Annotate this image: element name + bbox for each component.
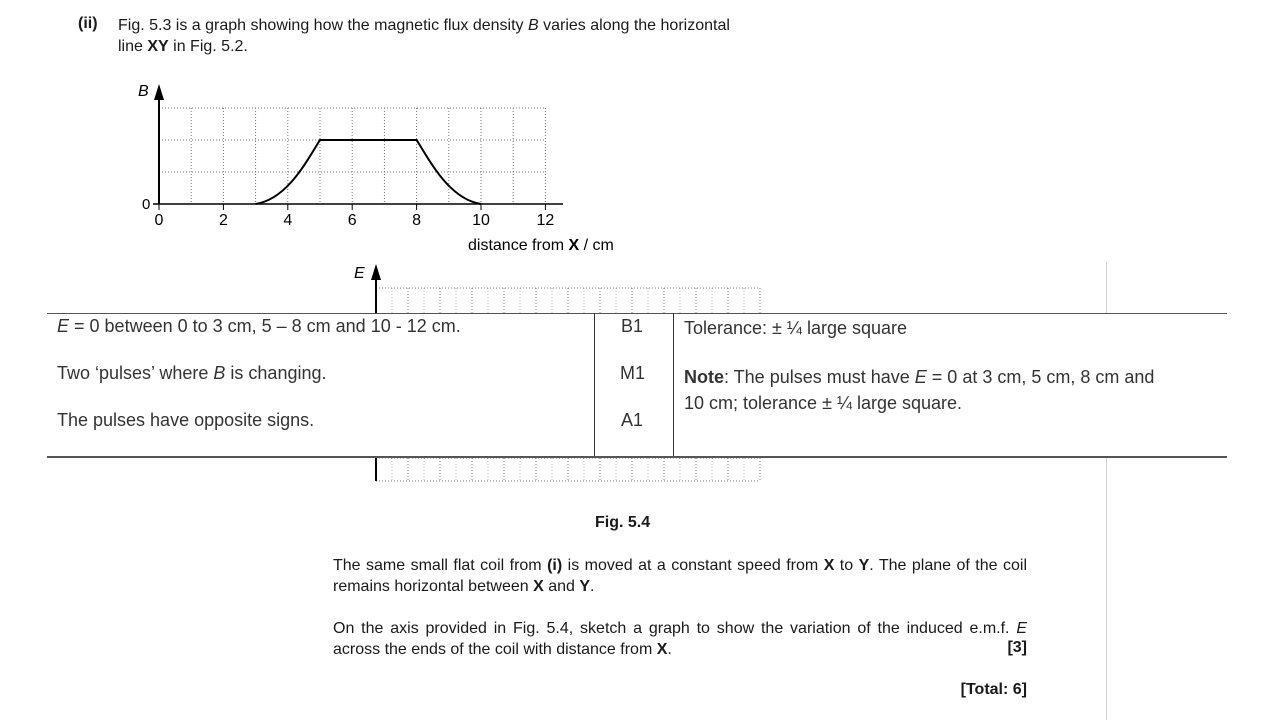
x-tick-label: 2 xyxy=(218,212,228,229)
total-marks: [Total: 6] xyxy=(960,681,1027,698)
fig-5-3-grid xyxy=(159,108,545,204)
figure-caption: Fig. 5.4 xyxy=(595,514,651,531)
paragraph-2: On the axis provided in Fig. 5.4, sketch a graph to show the variation of the induced e.m.f. E across the ends of the coil with distance from X. xyxy=(333,620,1027,658)
x-tick-label: 8 xyxy=(412,212,422,229)
q-line2-bold: XY xyxy=(147,38,169,55)
x-axis-label: distance from X / cm xyxy=(468,237,614,254)
answer-row-3: The pulses have opposite signs. xyxy=(57,410,315,430)
markscheme-divider-1 xyxy=(594,313,595,456)
q-line2b: in Fig. 5.2. xyxy=(168,38,248,55)
mark-a1: A1 xyxy=(621,410,644,430)
q-line1a: Fig. 5.3 is a graph showing how the magnetic flux density xyxy=(118,17,528,34)
fig-5-3-axes xyxy=(153,84,563,204)
y-axis-arrow xyxy=(154,84,164,100)
b-axis-label: B xyxy=(138,83,149,100)
x-tick-label: 4 xyxy=(283,212,293,229)
question-label: (ii) xyxy=(78,15,98,32)
q-var-b: B xyxy=(528,17,539,34)
mark-b1: B1 xyxy=(621,316,644,336)
x-tick-label: 12 xyxy=(536,212,555,229)
q-line2a: line xyxy=(118,38,148,55)
answer-row-2: Two ‘pulses’ where B is changing. xyxy=(57,363,327,383)
guidance-tolerance: Tolerance: ± ¼ large square xyxy=(684,318,908,338)
x-tick-label: 10 xyxy=(472,212,490,229)
markscheme-divider-2 xyxy=(673,313,674,456)
y-tick-label: 0 xyxy=(142,196,151,213)
fig-5-3-graph xyxy=(0,0,700,262)
fig-5-4-graph-bottom xyxy=(340,456,780,486)
e-axis-arrow xyxy=(371,264,381,280)
paragraph-1: The same small flat coil from (i) is moved at a constant speed from X to Y. The plane of the coil remains horizontal between X and Y. xyxy=(333,557,1027,595)
e-axis-label: E xyxy=(354,265,365,282)
mark-m1: M1 xyxy=(620,363,646,383)
fig-5-3-ticks xyxy=(142,196,554,229)
x-tick-label: 0 xyxy=(154,212,164,229)
fig-5-4-graph-top xyxy=(340,258,780,314)
marks-3: [3] xyxy=(1007,639,1027,656)
x-tick-label: 6 xyxy=(347,212,357,229)
answer-row-1: E = 0 between 0 to 3 cm, 5 – 8 cm and 10 - 12 cm. xyxy=(57,316,461,336)
q-line1b: varies along the horizontal xyxy=(538,17,730,34)
guidance-note: Note: The pulses must have E = 0 at 3 cm, 5 cm, 8 cm and 10 cm; tolerance ± ¼ large square. xyxy=(684,367,1155,413)
